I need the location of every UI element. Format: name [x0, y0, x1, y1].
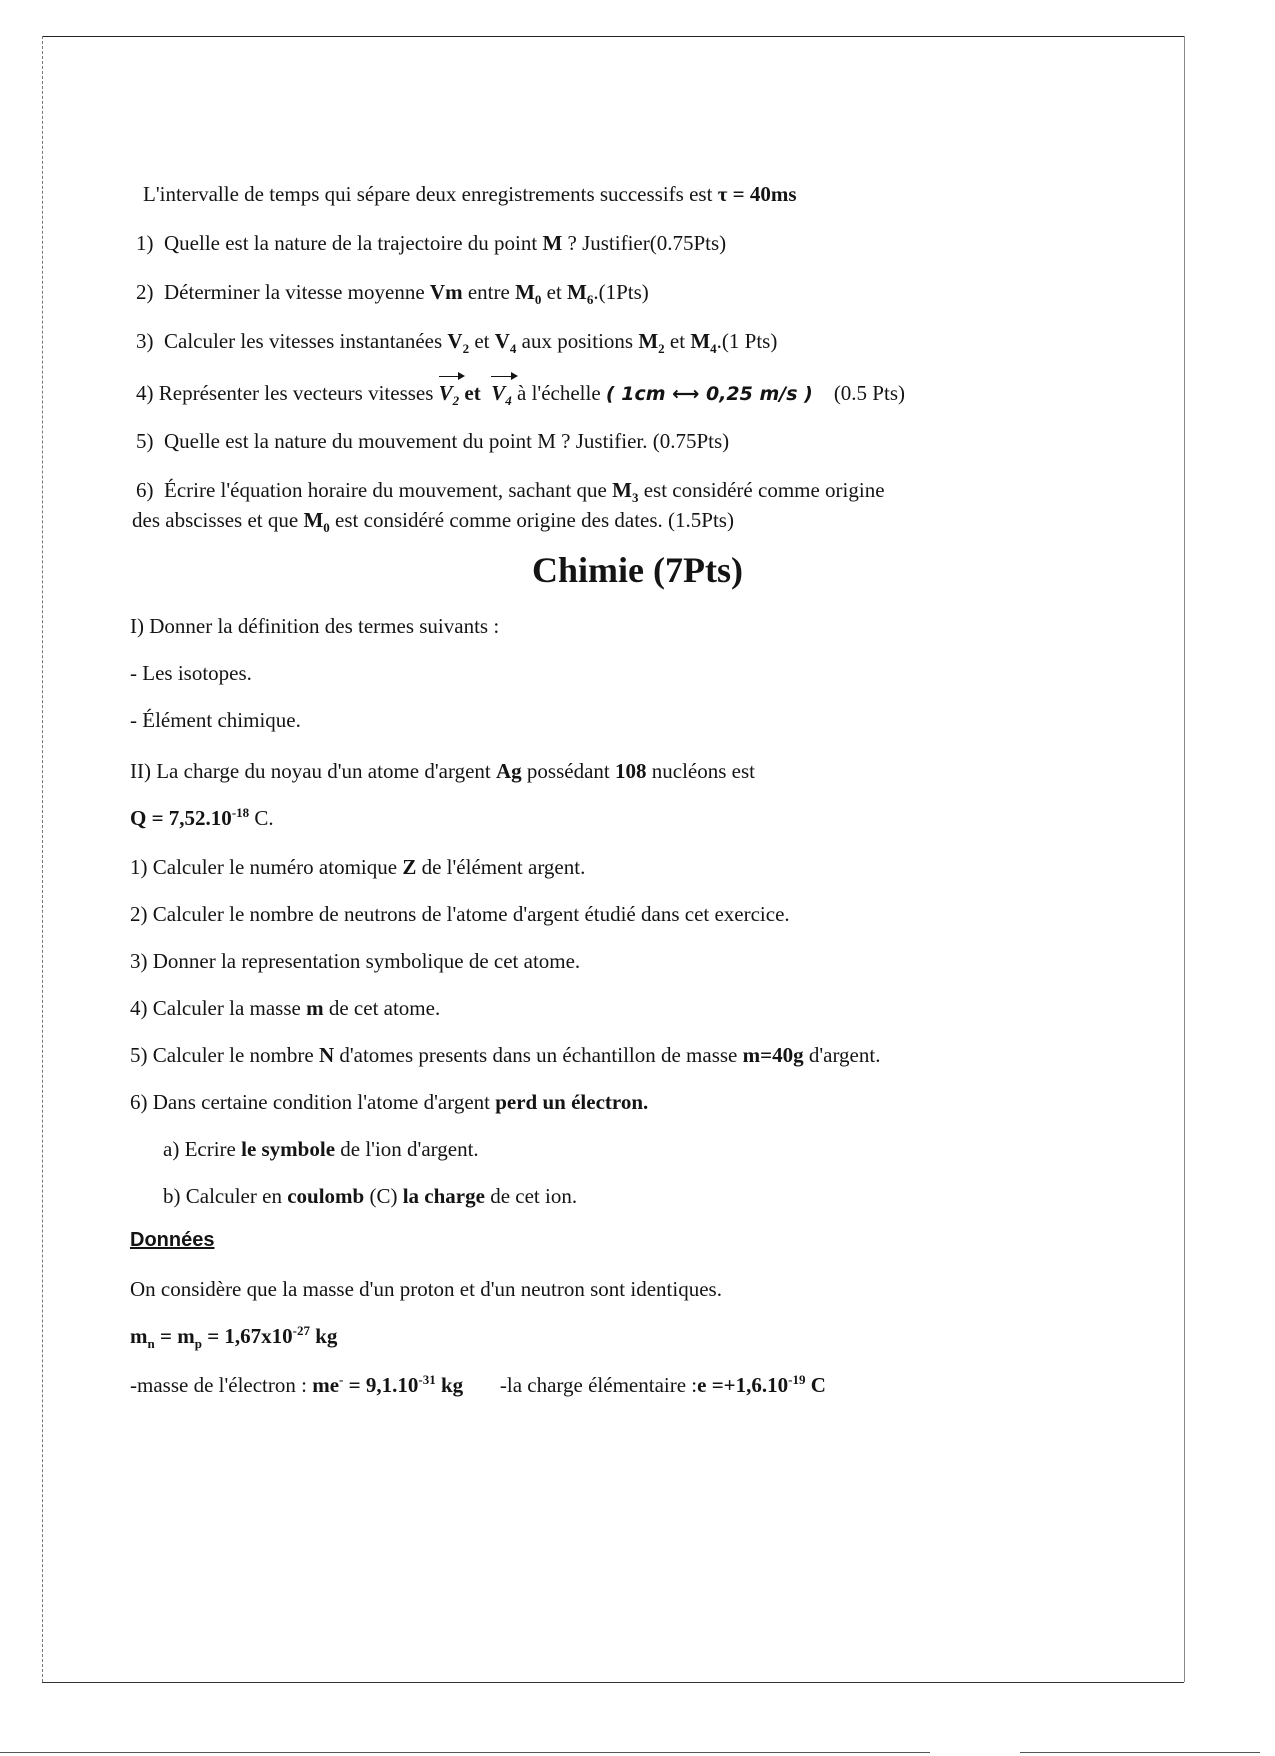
chimie-q2: 2) Calculer le nombre de neutrons de l'atome d'argent étudié dans cet exercice. — [130, 902, 790, 926]
physique-q6-line1: 6) Écrire l'équation horaire du mouvement, sachant que $M_3$ est considéré comme origine — [136, 478, 885, 506]
chimie-charge-q: $Q = 7,52.10^{-18}$ C. — [130, 805, 274, 830]
donnees-line1: On considère que la masse d'un proton et d'un neutron sont identiques. — [130, 1277, 722, 1301]
vector-v4: $V_4$ — [491, 381, 512, 409]
page-frame-left — [42, 36, 43, 1682]
chimie-part2-head: II) La charge du noyau d'un atome d'argent Ag possédant 108 nucléons est — [130, 759, 755, 783]
physique-q3: 3) Calculer les vitesses instantanées $V_2$ et $V_4$ aux positions $M_2$ et $M_4.(1$ Pts) — [136, 329, 778, 357]
chimie-q1: 1) Calculer le numéro atomique Z de l'élément argent. — [130, 855, 586, 879]
chimie-part1-item2: - Élément chimique. — [130, 708, 301, 732]
donnees-masses: $m_n = m_p = 1,67x10^{-27}$ kg — [130, 1323, 338, 1352]
footer-rule-right — [1020, 1752, 1260, 1753]
chimie-q6: 6) Dans certaine condition l'atome d'argent perd un électron. — [130, 1090, 649, 1114]
donnees-heading: Données — [130, 1229, 215, 1251]
handwritten-scale: ( 1cm ⟷ 0,25 m/s ) — [605, 383, 813, 405]
physique-q5: 5) Quelle est la nature du mouvement du point M ? Justifier. (0.75Pts) — [136, 429, 730, 453]
physique-q2: 2) Déterminer la vitesse moyenne Vm entre $M_0$ et $M_6.(1Pts)$ — [136, 280, 649, 308]
chimie-q6b: b) Calculer en coulomb (C) la charge de cet ion. — [163, 1184, 578, 1208]
physique-q1: 1) Quelle est la nature de la trajectoire du point M ? Justifier(0.75Pts) — [136, 231, 727, 255]
page-frame-top — [42, 36, 1184, 37]
donnees-electron: -masse de l'électron : $me^- = 9,1.10^{-31}$ kg -la charge élémentaire :e $=+1,6.10^{-19}$ C — [130, 1372, 826, 1397]
chimie-q5: 5) Calculer le nombre N d'atomes presents dans un échantillon de masse m=40g d'argent. — [130, 1043, 881, 1067]
chimie-part1-head: I) Donner la définition des termes suivants : — [130, 614, 500, 638]
physique-q6-line2: des abscisses et que $M_0$ est considéré comme origine des dates. (1.5Pts) — [132, 508, 734, 536]
chimie-part1-item1: - Les isotopes. — [130, 661, 252, 685]
chimie-q3: 3) Donner la representation symbolique de cet atome. — [130, 949, 581, 973]
chimie-q6a: a) Ecrire le symbole de l'ion d'argent. — [163, 1137, 479, 1161]
vector-v2: $V_2$ — [438, 381, 460, 409]
section-title-chimie: Chimie (7Pts) — [532, 550, 743, 590]
intro-line: L'intervalle de temps qui sépare deux enregistrements successifs est τ = 40ms — [143, 182, 797, 206]
physique-q4: 4) Représenter les vecteurs vitesses $V_2$ et $V_4$ à l'échelle ( 1cm ⟷ 0,25 m/s ) (0.5 Pts) — [136, 381, 905, 409]
page-frame-right — [1184, 36, 1185, 1682]
page-frame-bottom — [42, 1682, 1184, 1683]
footer-rule — [0, 1752, 930, 1753]
chimie-q4: 4) Calculer la masse m de cet atome. — [130, 996, 441, 1020]
